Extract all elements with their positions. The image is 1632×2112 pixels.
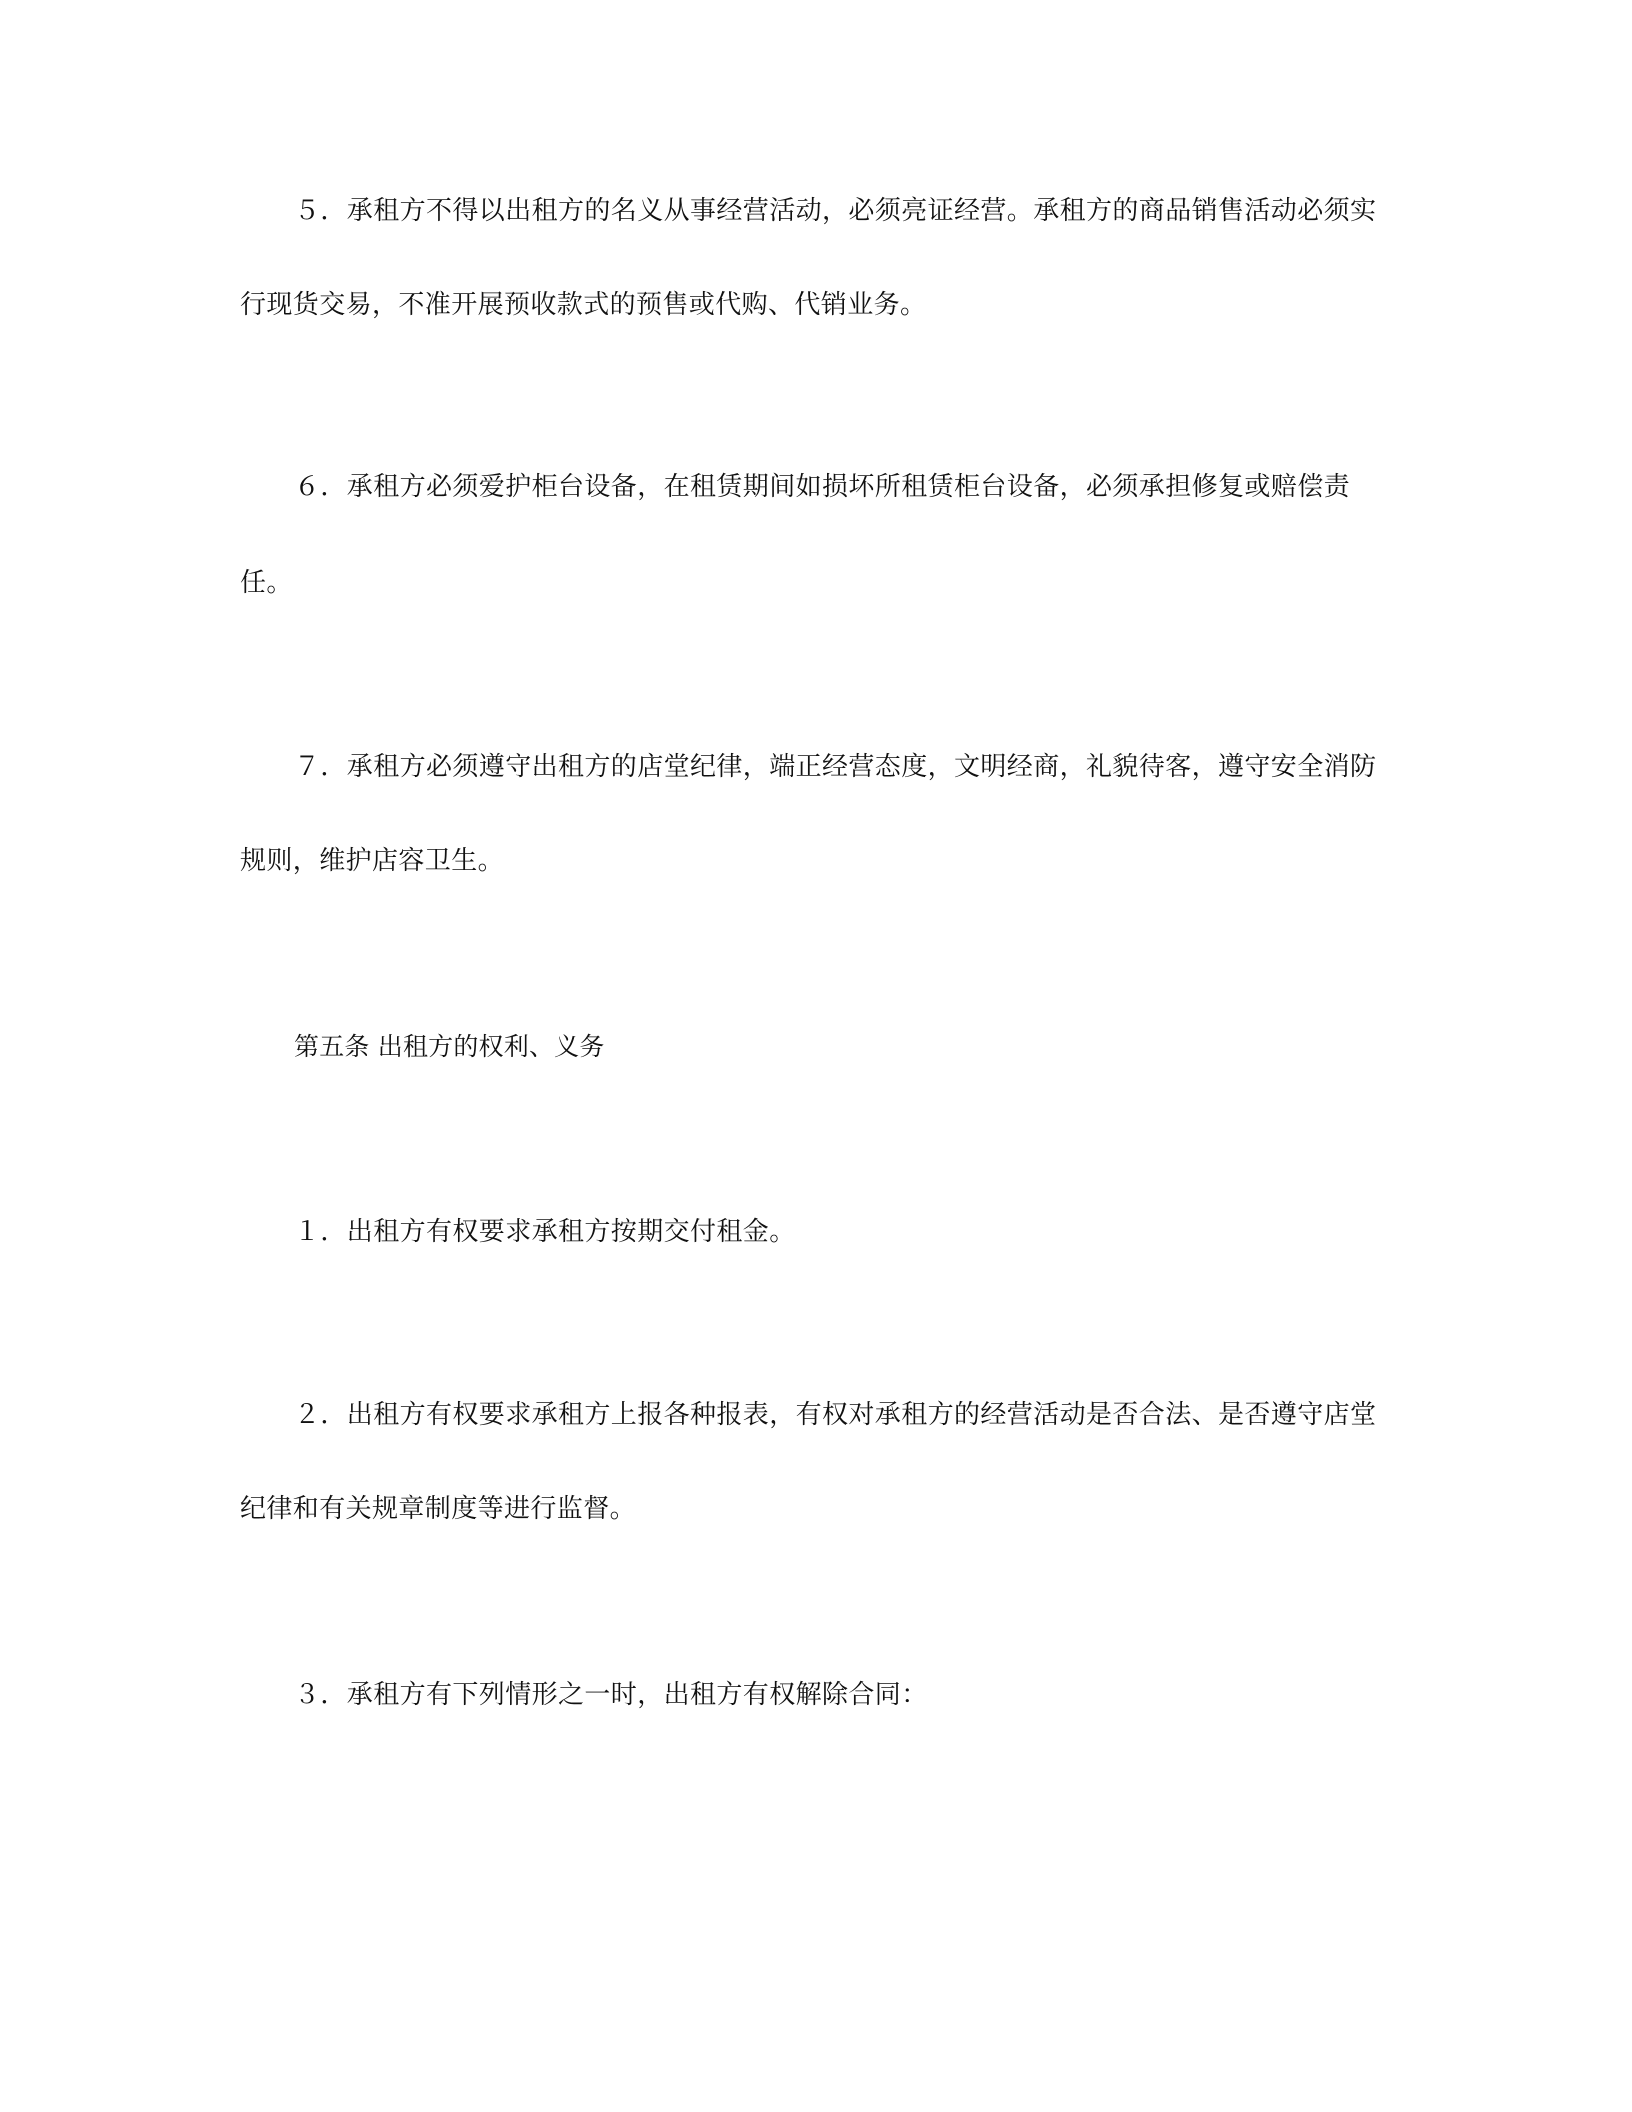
item-3-line-1: ３．承租方有下列情形之一时，出租方有权解除合同：: [294, 1680, 928, 1710]
clause-7-line-2: 规则，维护店容卫生。: [240, 846, 505, 876]
clause-5-line-1: ５．承租方不得以出租方的名义从事经营活动，必须亮证经营。承租方的商品销售活动必须实: [294, 196, 1377, 226]
clause-6-line-2: 任。: [240, 568, 293, 598]
clause-5-line-2: 行现货交易，不准开展预收款式的预售或代购、代销业务。: [240, 290, 927, 320]
item-2-line-2: 纪律和有关规章制度等进行监督。: [240, 1494, 637, 1524]
clause-6-line-1: ６．承租方必须爱护柜台设备，在租赁期间如损坏所租赁柜台设备，必须承担修复或赔偿责: [294, 472, 1351, 502]
clause-7-line-1: ７．承租方必须遵守出租方的店堂纪律，端正经营态度，文明经商，礼貌待客，遵守安全消防: [294, 752, 1377, 782]
section-heading: 第五条 出租方的权利、义务: [294, 1032, 605, 1061]
item-2-line-1: ２．出租方有权要求承租方上报各种报表，有权对承租方的经营活动是否合法、是否遵守店堂: [294, 1400, 1377, 1430]
item-1-line-1: １．出租方有权要求承租方按期交付租金。: [294, 1217, 796, 1247]
